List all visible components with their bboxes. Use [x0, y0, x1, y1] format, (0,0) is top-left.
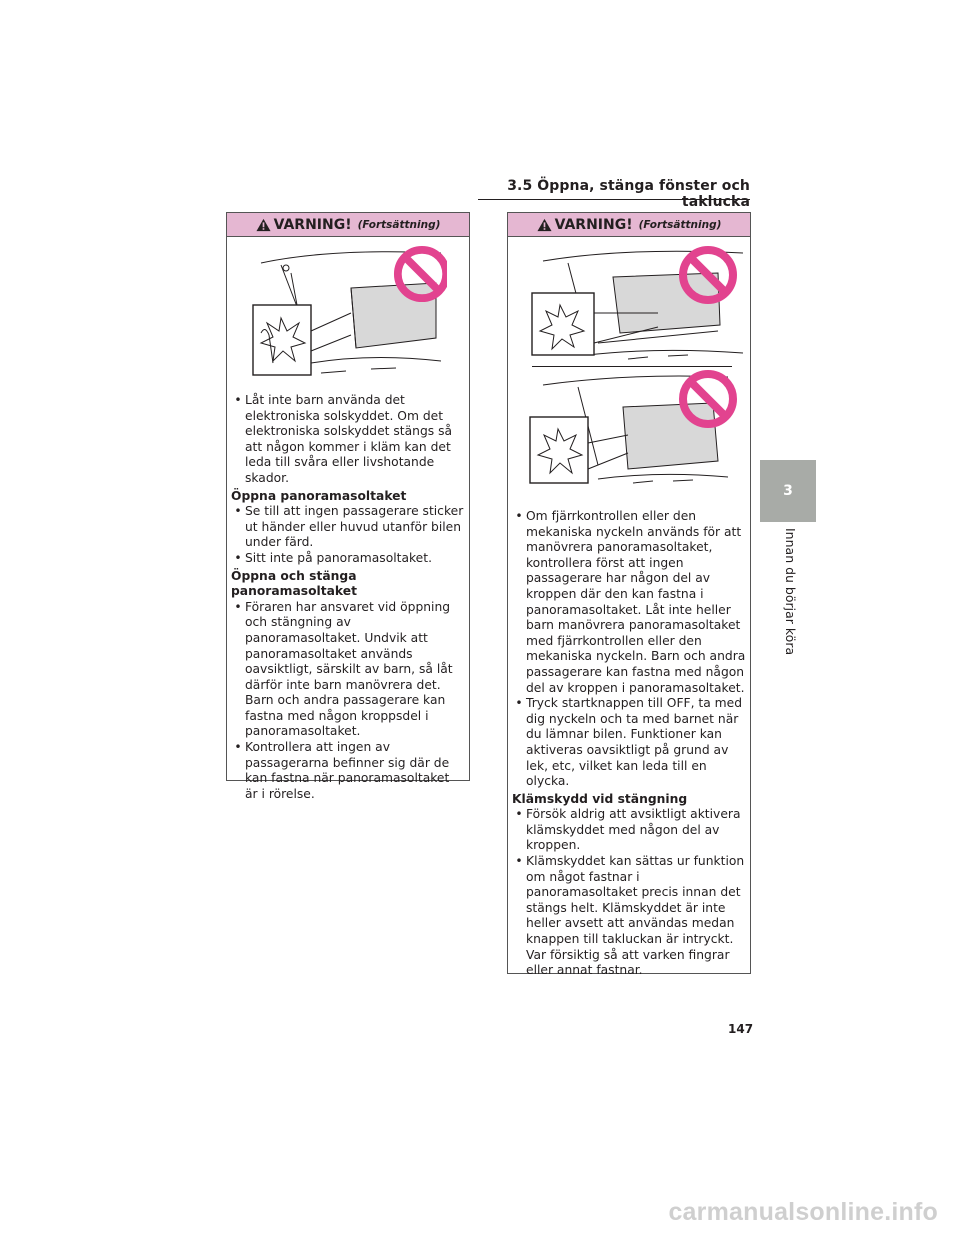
warning-header: [508, 213, 750, 237]
warning-subtitle: (Fortsättning): [357, 218, 441, 231]
warning-panel-right: [507, 212, 751, 978]
figure-hand-sunroof-1: [528, 243, 748, 363]
warning-title: VARNING!: [273, 216, 352, 233]
section-heading: Öppna panoramasoltaket: [231, 488, 407, 503]
list-item: • Föraren har ansvaret vid öppning och stängning av panoramasoltaket. Undvik att panoramasoltaket används oavsiktligt, särskilt av barn, så låt därför inte barn manövrera det. Barn och andra passagerare kan fastna med någon kroppsdel i panoramasoltaket.: [234, 599, 453, 739]
figure-hand-sunroof-2: [528, 369, 748, 487]
figure-hand-in-sunshade: [251, 243, 447, 383]
warning-title: VARNING!: [554, 216, 633, 233]
hand-inset: [253, 305, 351, 375]
page-number: 147: [728, 1022, 754, 1036]
list-item: • Sitt inte på panoramasoltaket.: [234, 550, 432, 565]
warning-triangle-icon: [256, 218, 271, 232]
list-item: • Försök aldrig att avsiktligt aktivera klämskyddet med någon del av kroppen.: [515, 807, 741, 853]
warning-panel-left: [226, 212, 470, 801]
chapter-tab: 3: [760, 460, 816, 522]
warning-header: [227, 213, 469, 237]
list-item: • Se till att ingen passagerare sticker ut händer eller huvud utanför bilen under färd.: [234, 504, 464, 550]
left-text: [231, 393, 465, 802]
list-item: • Kontrollera att ingen av passagerarna befinner sig där de kan fastna när panoramasoltaket är i rörelse.: [234, 740, 450, 801]
watermark: carmanualsonline.info: [668, 1198, 938, 1226]
right-text: [512, 509, 746, 979]
list-item: • Tryck startknappen till OFF, ta med dig nyckeln och ta med barnet när du lämnar bilen. Funktioner kan aktiveras oavsiktligt på grund av lek, etc, vilket kan leda till en olycka.: [515, 696, 743, 789]
warning-triangle-icon: [537, 218, 552, 232]
figure-divider: [532, 366, 732, 367]
section-heading: Öppna och stänga panoramasoltaket: [231, 568, 358, 599]
hand-inset: [530, 417, 628, 483]
list-item: • Klämskyddet kan sättas ur funktion om något fastnar i panoramasoltaket precis innan det stängs helt. Klämskyddet är inte heller avsett att användas medan knappen till takluckan är intryckt. Var försiktig så att varken fingrar eller annat fastnar.: [515, 854, 745, 978]
section-heading: Klämskydd vid stängning: [512, 791, 688, 806]
list-item: • Om fjärrkontrollen eller den mekaniska nyckeln används för att manövrera panoramasoltaket, kontrollera först att ingen passagerare har någon del av kroppen där den kan fastna i panoramasoltaket. Låt inte heller barn manövrera panoramasoltaket med fjärrkontrollen eller den mekaniska nyckeln. Barn och andra passagerare kan fastna med någon del av kroppen i panoramasoltaket.: [515, 509, 746, 695]
list-item: • Låt inte barn använda det elektroniska solskyddet. Om det elektroniska solskyddet stängs så att någon kommer i kläm kan det leda till svåra eller livshotande skador.: [234, 393, 453, 485]
chapter-label: Innan du börjar köra: [783, 528, 798, 656]
warning-subtitle: (Fortsättning): [638, 218, 722, 231]
section-header: 3.5 Öppna, stänga fönster och taklucka: [478, 178, 750, 200]
